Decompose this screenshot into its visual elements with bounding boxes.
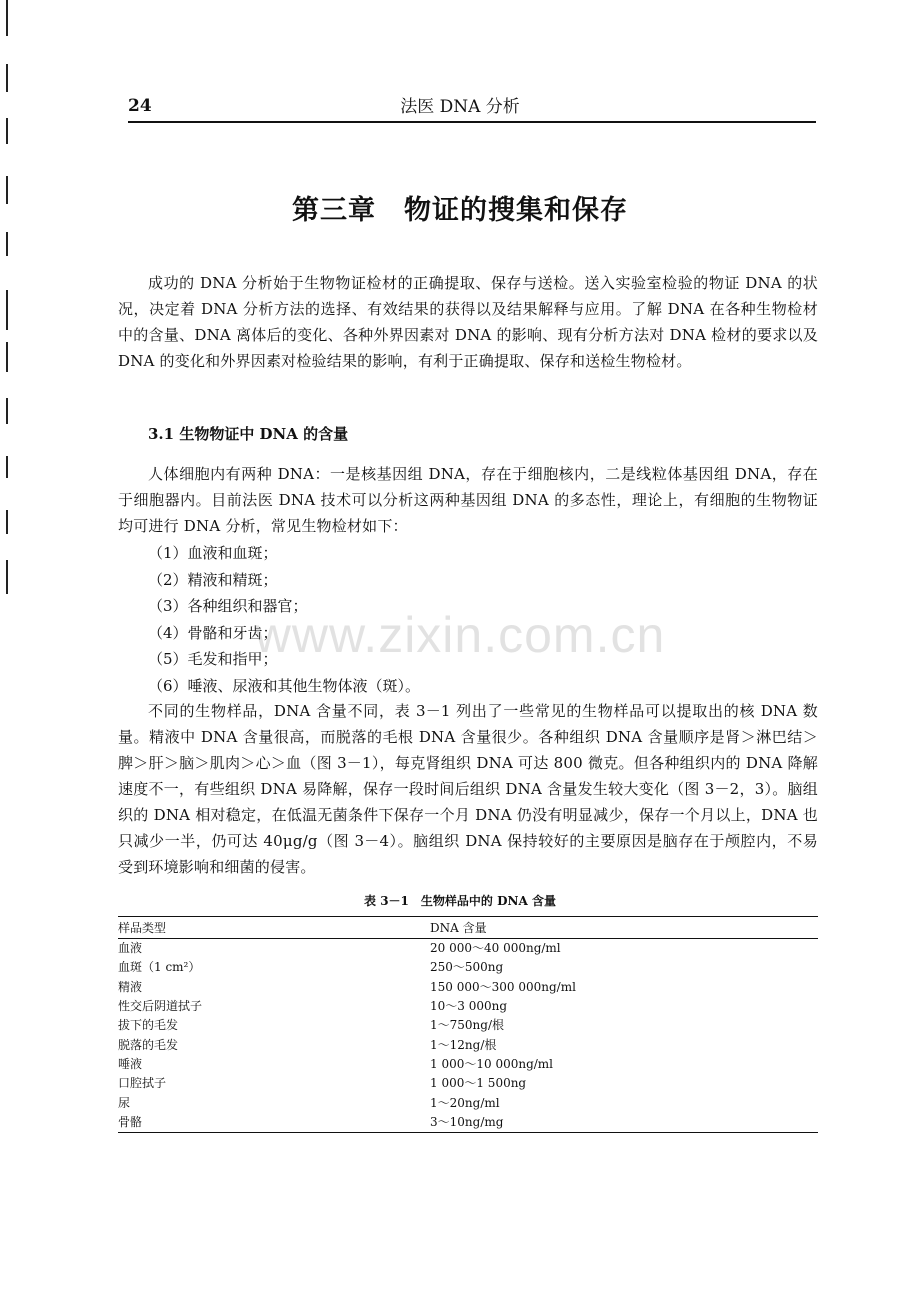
table-header-row [118,917,818,939]
list-item: （1）血液和血斑； [148,544,278,562]
scan-edge-mark [6,456,8,478]
section-paragraph-1: 人体细胞内有两种 DNA：一是核基因组 DNA，存在于细胞核内，二是线粒体基因组 DNA，存在于细胞器内。目前法医 DNA 技术可以分析这两种基因组 DNA 的多态性，理论上，有细胞的生物物证均可进行 DNA 分析，常见生物检材如下： [118,465,818,535]
table-row [118,1113,818,1133]
dna-content-cell: 150 000～300 000ng/ml [430,979,576,994]
table-row [118,1074,818,1093]
dna-content-cell: 10～3 000ng [430,999,508,1014]
table-row [118,1035,818,1054]
scan-edge-mark [6,510,8,534]
list-item: （3）各种组织和器官； [148,597,308,616]
sample-type-cell: 尿 [118,1095,131,1110]
table-row [118,997,818,1016]
chapter-title: 第三章 物证的搜集和保存 [292,195,628,226]
sample-type-cell: 精液 [118,979,143,994]
table-row [118,958,818,977]
list-item: （2）精液和精斑； [148,570,278,589]
watermark: www.zixin.com.cn [254,607,666,663]
dna-content-cell: 3～10ng/mg [430,1113,818,1133]
sample-type-cell: 血斑（1 cm²） [118,960,201,975]
dna-content-cell: 1～750ng/根 [430,1018,504,1033]
list-item: （5）毛发和指甲； [148,650,278,669]
section-paragraph-2: 不同的生物样品，DNA 含量不同，表 3－1 列出了一些常见的生物样品可以提取出的核 DNA 数量。精液中 DNA 含量很高，而脱落的毛根 DNA 含量很少。各种组织 DNA 含量顺序是肾＞淋巴结＞脾＞肝＞脑＞肌肉＞心＞血（图 3－1），每克肾组织 DNA 可达 800 微克。但各种组织内的 DNA 降解速度不一，有些组织 DNA 易降解，保存一段时间后组织 DNA 含量发生较大变化（图 3－2，3）。脑组织的 DNA 相对稳定，在低温无菌条件下保存一个月 DNA 仍没有明显减少，保存一个月以上，DNA 也只减少一半，仍可达 40μg/g（图 3－4）。脑组织 DNA 保持较好的主要原因是脑存在于颅腔内，不易受到环境影响和细菌的侵害。 [118,702,818,876]
sample-type-cell: 脱落的毛发 [118,1037,179,1052]
table-row [118,939,818,959]
sample-type-cell: 口腔拭子 [118,1076,167,1091]
running-head-title: 法医 DNA 分析 [400,97,520,117]
column-header-dna-content: DNA 含量 [430,917,818,939]
section-paragraph-block-2 [118,698,818,880]
dna-content-table [118,916,818,1133]
scan-edge-mark [6,290,8,330]
sample-type-cell: 唾液 [118,1056,143,1071]
sample-type-cell: 性交后阴道拭子 [118,999,203,1014]
list-item: （6）唾液、尿液和其他生物体液（斑）。 [148,676,421,695]
scan-edge-mark [6,398,8,424]
table-row [118,978,818,997]
scan-edge-mark [6,0,8,36]
section-heading: 3.1 生物物证中 DNA 的含量 [148,425,349,443]
table-caption: 表 3－1 生物样品中的 DNA 含量 [364,894,556,908]
scan-edge-mark [6,342,8,372]
intro-block [118,270,818,374]
dna-content-cell: 1 000～1 500ng [430,1076,527,1091]
header-rule [128,121,816,123]
sample-type-cell: 骨骼 [118,1113,430,1133]
scan-edge-mark [6,560,8,594]
page-number: 24 [128,96,152,116]
scan-edge-mark [6,118,8,144]
section-paragraph-block-1 [118,461,818,539]
scan-edge-mark [6,64,8,92]
table-row [118,1055,818,1074]
dna-content-cell: 1 000～10 000ng/ml [430,1056,554,1071]
dna-content-cell: 250～500ng [430,960,504,975]
intro-paragraph: 成功的 DNA 分析始于生物物证检材的正确提取、保存与送检。送入实验室检验的物证 DNA 的状况，决定着 DNA 分析方法的选择、有效结果的获得以及结果解释与应用。了解 DNA 在各种生物检材中的含量、DNA 离体后的变化、各种外界因素对 DNA 的影响、现有分析方法对 DNA 检材的要求以及 DNA 的变化和外界因素对检验结果的影响，有利于正确提取、保存和送检生物检材。 [118,274,818,370]
dna-content-cell: 20 000～40 000ng/ml [430,941,561,956]
dna-content-cell: 1～20ng/ml [430,1095,500,1110]
table-row [118,1093,818,1112]
dna-content-cell: 1～12ng/根 [430,1037,497,1052]
sample-type-cell: 血液 [118,941,143,956]
list-item: （4）骨骼和牙齿； [148,623,278,642]
column-header-sample-type: 样品类型 [118,917,430,939]
scan-edge-mark [6,232,8,256]
table-row [118,1016,818,1035]
sample-type-cell: 拔下的毛发 [118,1018,179,1033]
